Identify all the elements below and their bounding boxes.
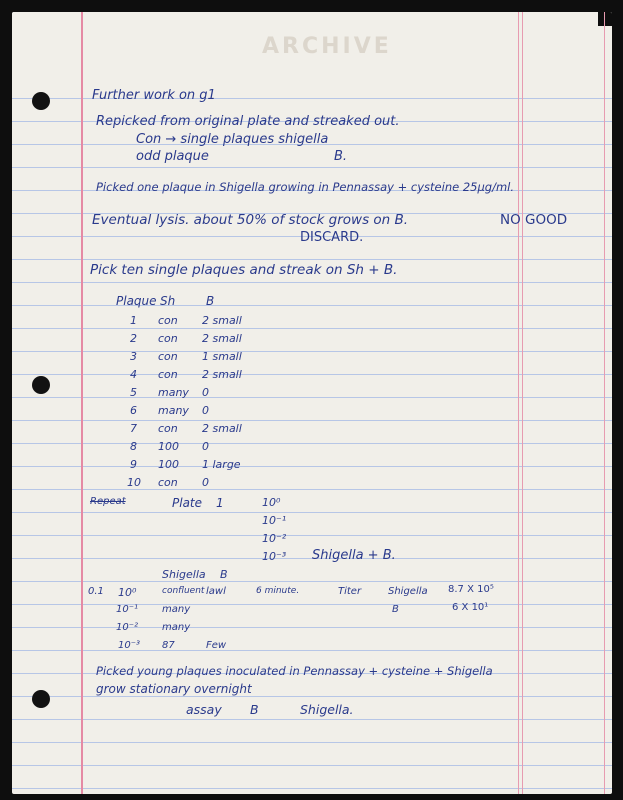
plate-dilution-1: 10⁰: [262, 496, 281, 509]
note-line-5b: NO GOOD: [500, 212, 568, 228]
plate-number: 1: [216, 496, 224, 510]
bleed-through-header: ARCHIVE: [262, 34, 392, 59]
row-2-plaque: 2: [130, 332, 137, 345]
row-5-sh: many: [158, 386, 189, 399]
row-7-sh: con: [158, 422, 178, 435]
row-6-b: 0: [202, 404, 209, 417]
row-3-plaque: 3: [130, 350, 137, 363]
right-margin-line-3: [604, 12, 605, 794]
row-4-b: 2 small: [202, 368, 242, 381]
binder-hole-top: [32, 92, 50, 110]
page-corner: [598, 12, 612, 26]
titer-dil-2: 10⁻¹: [116, 604, 139, 615]
row-5-plaque: 5: [130, 386, 137, 399]
plate-label: Plate: [172, 496, 203, 510]
table-header-sh: Sh: [160, 294, 176, 308]
titer-shigella-label: Shigella: [388, 586, 428, 597]
binder-hole-bottom: [32, 690, 50, 708]
table-header-b: B: [206, 294, 215, 308]
titer-sh-1: confluent: [162, 586, 205, 596]
row-6-plaque: 6: [130, 404, 137, 417]
row-6-sh: many: [158, 404, 189, 417]
note-line-2: Repicked from original plate and streaked out.: [96, 114, 400, 129]
row-10-sh: con: [158, 476, 178, 489]
plate-dilution-3: 10⁻²: [262, 532, 287, 545]
note-line-5a: Eventual lysis. about 50% of stock grows on B.: [92, 212, 409, 228]
titer-b-label: B: [392, 604, 399, 615]
row-1-b: 2 small: [202, 314, 242, 327]
final-line-3c: Shigella.: [300, 702, 354, 717]
titer-header-b: B: [220, 568, 228, 581]
row-8-plaque: 8: [130, 440, 137, 453]
titer-shigella-value: 8.7 X 10⁵: [448, 584, 494, 595]
titer-sh-4: 87: [162, 640, 175, 651]
titer-b-value: 6 X 10¹: [452, 602, 489, 613]
titer-dil-1: 10⁰: [118, 586, 137, 599]
binder-hole-middle: [32, 376, 50, 394]
row-7-b: 2 small: [202, 422, 242, 435]
note-line-3c: B.: [334, 149, 348, 164]
row-3-b: 1 small: [202, 350, 242, 363]
row-9-b: 1 large: [202, 458, 241, 471]
titer-sh-2: many: [162, 604, 191, 615]
row-10-b: 0: [202, 476, 209, 489]
note-line-3a: Con → single plaques shigella: [136, 132, 329, 147]
titer-b-4: Few: [206, 640, 227, 651]
row-10-plaque: 10: [127, 476, 141, 489]
plate-shigella-b: Shigella + B.: [312, 548, 396, 563]
titer-dil-4: 10⁻³: [118, 640, 141, 651]
note-line-6: Pick ten single plaques and streak on Sh + B.: [90, 262, 398, 278]
row-3-sh: con: [158, 350, 178, 363]
titer-header-shigella: Shigella: [162, 568, 206, 581]
titer-sh-3: many: [162, 622, 191, 633]
row-1-sh: con: [158, 314, 178, 327]
final-line-1: Picked young plaques inoculated in Pennassay + cysteine + Shigella: [96, 664, 493, 678]
note-line-5c: DISCARD.: [300, 230, 364, 245]
notebook-page: [12, 12, 612, 794]
row-2-b: 2 small: [202, 332, 242, 345]
titer-dil-3: 10⁻²: [116, 622, 139, 633]
crossed-out-word: Repeat: [90, 496, 126, 507]
left-margin-line: [81, 12, 83, 794]
plate-dilution-4: 10⁻³: [262, 550, 287, 563]
final-line-3b: B: [250, 702, 259, 717]
note-line-1: Further work on g1: [92, 88, 216, 103]
table-header-plaque: Plaque: [116, 294, 157, 308]
row-1-plaque: 1: [130, 314, 137, 327]
row-5-b: 0: [202, 386, 209, 399]
titer-time: 6 minute.: [256, 586, 300, 596]
plate-dilution-2: 10⁻¹: [262, 514, 287, 527]
titer-volume: 0.1: [88, 586, 104, 597]
row-9-sh: 100: [158, 458, 179, 471]
row-2-sh: con: [158, 332, 178, 345]
row-9-plaque: 9: [130, 458, 137, 471]
final-line-2: grow stationary overnight: [96, 682, 252, 696]
row-8-sh: 100: [158, 440, 179, 453]
row-7-plaque: 7: [130, 422, 137, 435]
titer-word: Titer: [338, 586, 362, 597]
titer-b-1: lawl: [206, 586, 226, 597]
row-4-plaque: 4: [130, 368, 137, 381]
note-line-4: Picked one plaque in Shigella growing in Pennassay + cysteine 25µg/ml.: [96, 180, 515, 194]
row-4-sh: con: [158, 368, 178, 381]
right-margin-line-2: [522, 12, 523, 794]
note-line-3b: odd plaque: [136, 149, 209, 164]
row-8-b: 0: [202, 440, 209, 453]
final-line-3a: assay: [186, 702, 222, 717]
right-margin-line-1: [518, 12, 519, 794]
